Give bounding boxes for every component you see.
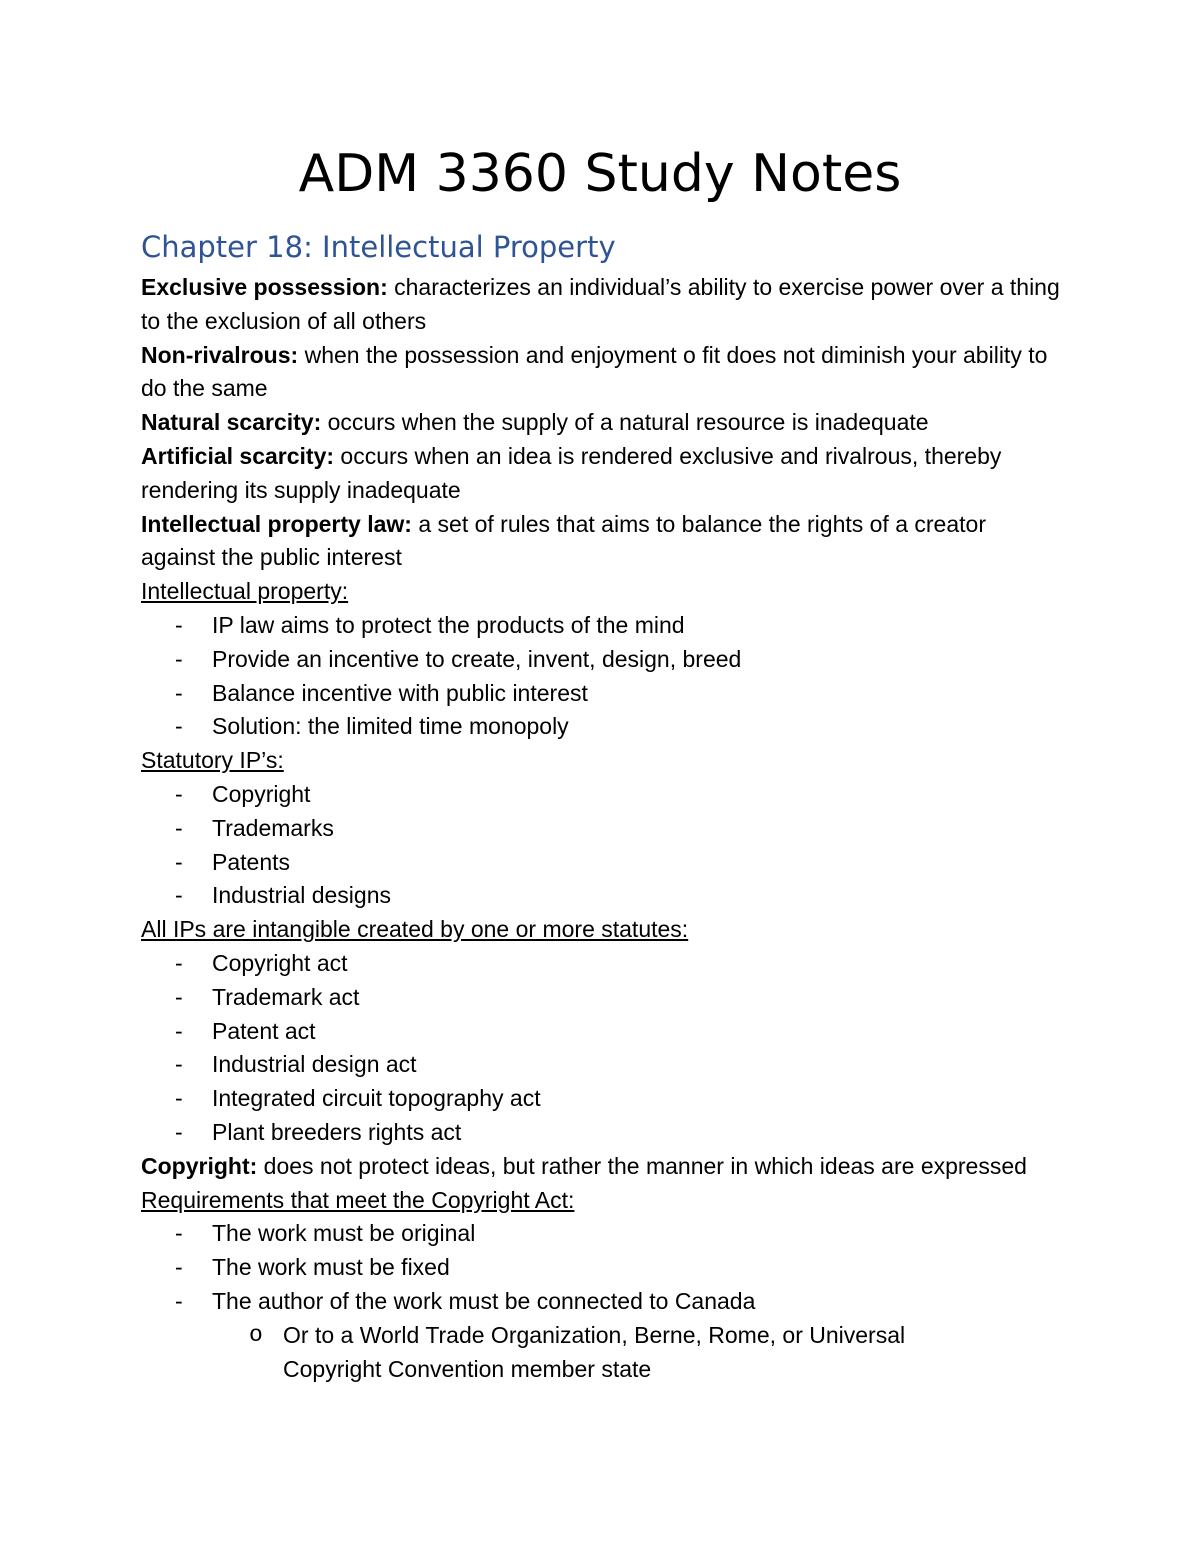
list-item [141, 710, 1061, 744]
dash-bullet: - [175, 780, 183, 807]
list-item [141, 677, 1061, 711]
dash-bullet: - [175, 1085, 183, 1112]
definition-term: Artificial scarcity: [141, 442, 335, 469]
definition-natural-scarcity [141, 406, 1061, 440]
list-item-text: Provide an incentive to create, invent, design, breed [212, 645, 742, 672]
definition-term: Exclusive possession: [141, 274, 388, 300]
dash-bullet: - [175, 814, 183, 841]
definition-ip-law [141, 508, 1061, 576]
list-item-text: Solution: the limited time monopoly [212, 713, 569, 740]
list-requirements [141, 1217, 1061, 1386]
document-body [141, 225, 1061, 1386]
list-item [141, 1015, 1061, 1049]
definition-text: occurs when the supply of a natural resource is inadequate [321, 409, 929, 436]
dash-bullet: - [175, 848, 183, 875]
list-item-text: Patent act [212, 1017, 316, 1044]
list-item-text: Copyright [212, 780, 311, 807]
dash-bullet: - [175, 1118, 183, 1145]
list-item-text: Trademarks [212, 814, 334, 841]
list-item [141, 879, 1061, 913]
definition-term: Natural scarcity: [141, 409, 322, 436]
section-heading-statutory-ips: Statutory IP’s: [141, 747, 284, 774]
list-item [141, 1082, 1061, 1116]
definition-term: Non-rivalrous: [141, 341, 299, 368]
list-item-text: Plant breeders rights act [212, 1118, 462, 1145]
dash-bullet: - [175, 983, 183, 1010]
dash-bullet: - [175, 882, 183, 909]
list-item [141, 643, 1061, 677]
section-heading-requirements: Requirements that meet the Copyright Act: [141, 1186, 575, 1213]
dash-bullet: - [175, 645, 183, 672]
definition-artificial-scarcity [141, 440, 1061, 508]
definition-text: does not protect ideas, but rather the manner in which ideas are expressed [257, 1152, 1027, 1179]
dash-bullet: - [175, 713, 183, 740]
list-item-text: IP law aims to protect the products of the mind [212, 611, 685, 638]
definition-copyright [141, 1150, 1061, 1184]
list-item [141, 1285, 1061, 1386]
dash-bullet: - [175, 1220, 183, 1247]
list-item [141, 981, 1061, 1015]
list-item [141, 1048, 1061, 1082]
list-item-text: The work must be original [212, 1220, 476, 1247]
definition-text: a set of rules that aims to balance the rights of a creator against the public interest [141, 510, 986, 571]
chapter-heading: Chapter 18: Intellectual Property [141, 230, 616, 264]
list-item-text: The author of the work must be connected to Canada [212, 1287, 756, 1314]
list-item-text: Patents [212, 848, 290, 875]
dash-bullet: - [175, 1017, 183, 1044]
list-item-text: Industrial design act [212, 1051, 417, 1078]
dash-bullet: - [175, 1051, 183, 1078]
list-item [141, 812, 1061, 846]
definition-text: when the possession and enjoyment o fit does not diminish your ability to do the same [141, 341, 1048, 402]
list-item [141, 609, 1061, 643]
list-item-text: Integrated circuit topography act [212, 1085, 541, 1112]
list-item-text: Balance incentive with public interest [212, 679, 588, 706]
document-title: ADM 3360 Study Notes [298, 144, 902, 204]
dash-bullet: - [175, 949, 183, 976]
list-item [141, 1251, 1061, 1285]
list-item [141, 1217, 1061, 1251]
definition-non-rivalrous [141, 339, 1061, 407]
definition-text: occurs when an idea is rendered exclusive and rivalrous, thereby rendering its supply inadequate [141, 442, 1002, 503]
list-item-text: Copyright act [212, 949, 348, 976]
list-item [141, 947, 1061, 981]
list-item [141, 846, 1061, 880]
dash-bullet: - [175, 1254, 183, 1281]
circle-bullet: o [249, 1321, 263, 1348]
sublist-item-text: Or to a World Trade Organization, Berne, Rome, or Universal Copyright Convention member state [283, 1321, 906, 1382]
definition-text: characterizes an individual’s ability to exercise power over a thing to the exclusion of all others [141, 274, 1060, 334]
list-item-text: Trademark act [212, 983, 360, 1010]
definition-exclusive-possession [141, 271, 1061, 339]
dash-bullet: - [175, 611, 183, 638]
list-item-text: Industrial designs [212, 882, 391, 909]
section-heading-intellectual-property: Intellectual property: [141, 578, 349, 605]
dash-bullet: - [175, 679, 183, 706]
section-heading-statutes: All IPs are intangible created by one or more statutes: [141, 916, 689, 943]
list-item-text: The work must be fixed [212, 1254, 450, 1281]
list-statutory-ips [141, 778, 1061, 913]
definition-term: Copyright: [141, 1152, 258, 1179]
list-item [141, 778, 1061, 812]
list-item [141, 1116, 1061, 1150]
list-intellectual-property [141, 609, 1061, 744]
dash-bullet: - [175, 1287, 183, 1314]
definition-term: Intellectual property law: [141, 510, 412, 537]
list-statutes [141, 947, 1061, 1150]
sublist-requirements [212, 1319, 1061, 1387]
sublist-item [212, 1319, 983, 1387]
